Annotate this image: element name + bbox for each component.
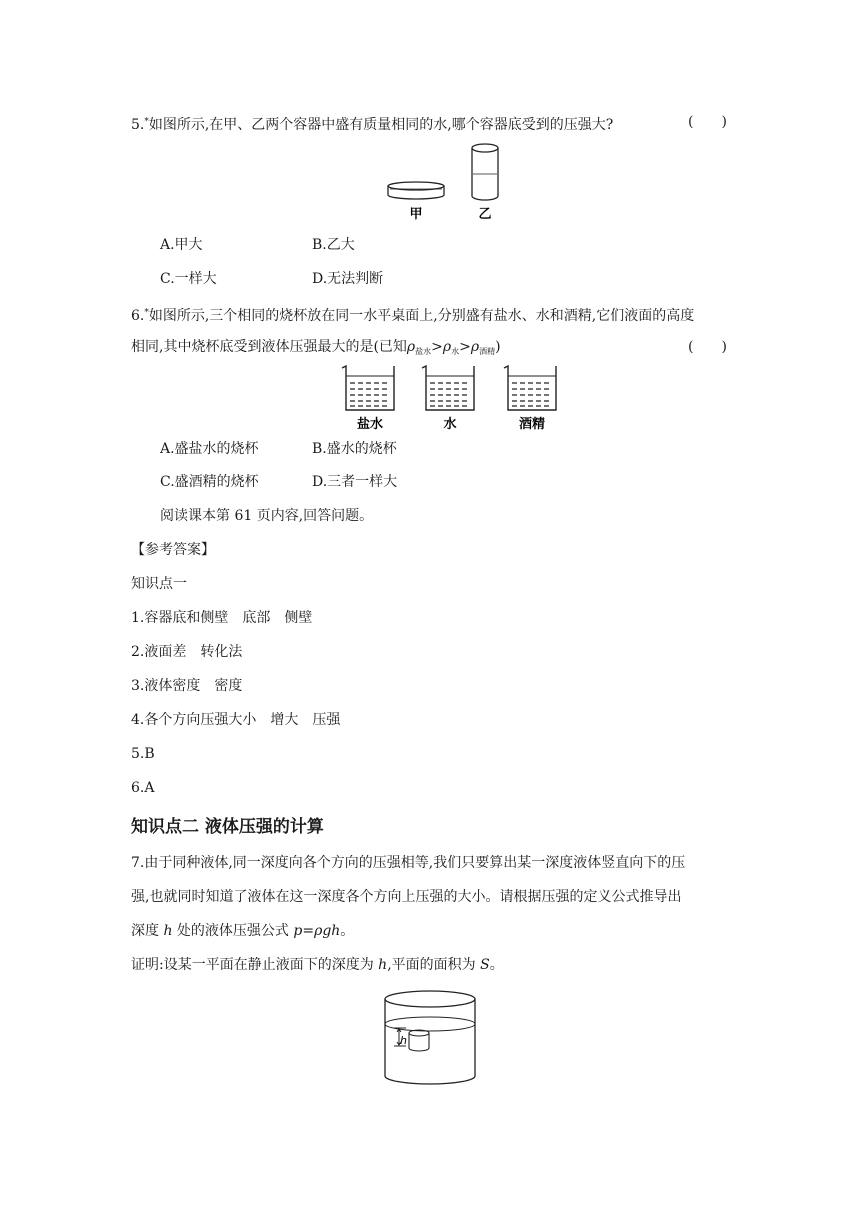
answer-item-6: 6.A <box>131 780 155 796</box>
q7-line2: 强,也就同时知道了液体在这一深度各个方向上压强的大小。请根据压强的定义公式推导出 <box>131 889 682 905</box>
q5-label-yi: 乙 <box>478 207 492 222</box>
q7-cylinder-figure <box>380 988 480 1088</box>
sub-water: 水 <box>451 347 460 356</box>
q7-proof <box>131 955 504 975</box>
answers-section: 知识点一 <box>131 576 187 592</box>
rho-alcohol: ρ <box>470 339 480 355</box>
q5-number: 5. <box>131 117 145 133</box>
q5-answer-paren: ( ) <box>688 114 727 130</box>
q7-proof-a: 证明:设某一平面在静止液面下的深度为 <box>131 957 379 973</box>
rho-water: ρ <box>442 339 452 355</box>
q5-option-b: B.乙大 <box>312 237 355 253</box>
q6-label-alcohol: 酒精 <box>518 417 546 432</box>
q7-formula: p=ρgh <box>293 923 341 939</box>
q5-option-a: A.甲大 <box>160 237 203 253</box>
liquid-column <box>409 1030 429 1051</box>
q7-proof-c: 。 <box>489 957 504 973</box>
sub-alcohol: 酒精 <box>479 347 496 356</box>
q7-var-h: h <box>163 923 173 939</box>
sub-saltwater: 盐水 <box>415 347 432 356</box>
q6-line2-text: 相同,其中烧杯底受到液体压强最大的是(已知 <box>131 339 407 355</box>
answers-title: 【参考答案】 <box>131 542 215 558</box>
q7-line1: 7.由于同种液体,同一深度向各个方向的压强相等,我们只要算出某一深度液体竖直向下的压 <box>131 855 686 871</box>
q5-option-c: C.一样大 <box>160 271 217 287</box>
q6-label-water: 水 <box>443 417 457 432</box>
q7-line3-c: 。 <box>340 923 355 939</box>
gt-2: > <box>459 339 471 355</box>
q5-stem <box>131 112 613 135</box>
q5-label-jia: 甲 <box>409 207 423 222</box>
q7-line3-b: 处的液体压强公式 <box>172 923 294 939</box>
q7-proof-h: h <box>378 957 388 973</box>
answer-item-1: 1.容器底和侧壁 底部 侧壁 <box>131 610 313 626</box>
beaker-saltwater <box>342 366 394 410</box>
q5-option-d: D.无法判断 <box>312 271 384 287</box>
q6-beakers-figure <box>338 362 568 434</box>
rho-saltwater: ρ <box>406 339 416 355</box>
q6-star: * <box>144 308 149 318</box>
answer-item-3: 3.液体密度 密度 <box>131 678 243 694</box>
q6-option-b: B.盛水的烧杯 <box>312 441 397 457</box>
q7-proof-b: ,平面的面积为 <box>387 957 481 973</box>
q6-stem-line1 <box>131 303 694 326</box>
q6-option-a: A.盛盐水的烧杯 <box>160 441 259 457</box>
container-yi <box>472 144 498 200</box>
q5-text: 如图所示,在甲、乙两个容器中盛有质量相同的水,哪个容器底受到的压强大? <box>148 117 614 133</box>
q7-line3 <box>131 921 354 941</box>
q6-stem-line2 <box>131 337 501 362</box>
q6-close-paren: ) <box>495 339 501 355</box>
q5-containers-figure <box>385 140 505 226</box>
gt-1: > <box>431 339 443 355</box>
answer-item-4: 4.各个方向压强大小 增大 压强 <box>131 712 341 728</box>
q6-option-d: D.三者一样大 <box>312 474 398 490</box>
depth-label-h: h <box>400 1034 407 1047</box>
beaker-water <box>422 366 474 410</box>
section2-heading: 知识点二 液体压强的计算 <box>131 817 324 837</box>
q6-number: 6. <box>131 308 145 324</box>
q6-line1-text: 如图所示,三个相同的烧杯放在同一水平桌面上,分别盛有盐水、水和酒精,它们液面的高度 <box>148 308 695 324</box>
q5-star: * <box>144 117 149 127</box>
container-jia <box>388 182 444 199</box>
beaker-alcohol <box>504 366 556 410</box>
q6-label-saltwater: 盐水 <box>356 417 384 432</box>
q6-option-c: C.盛酒精的烧杯 <box>160 474 259 490</box>
q7-proof-S: S <box>480 957 490 973</box>
q7-line3-a: 深度 <box>131 923 164 939</box>
answer-item-2: 2.液面差 转化法 <box>131 644 243 660</box>
reading-instruction: 阅读课本第 61 页内容,回答问题。 <box>160 508 374 524</box>
q6-answer-paren: ( ) <box>688 339 727 355</box>
answer-item-5: 5.B <box>131 746 155 762</box>
